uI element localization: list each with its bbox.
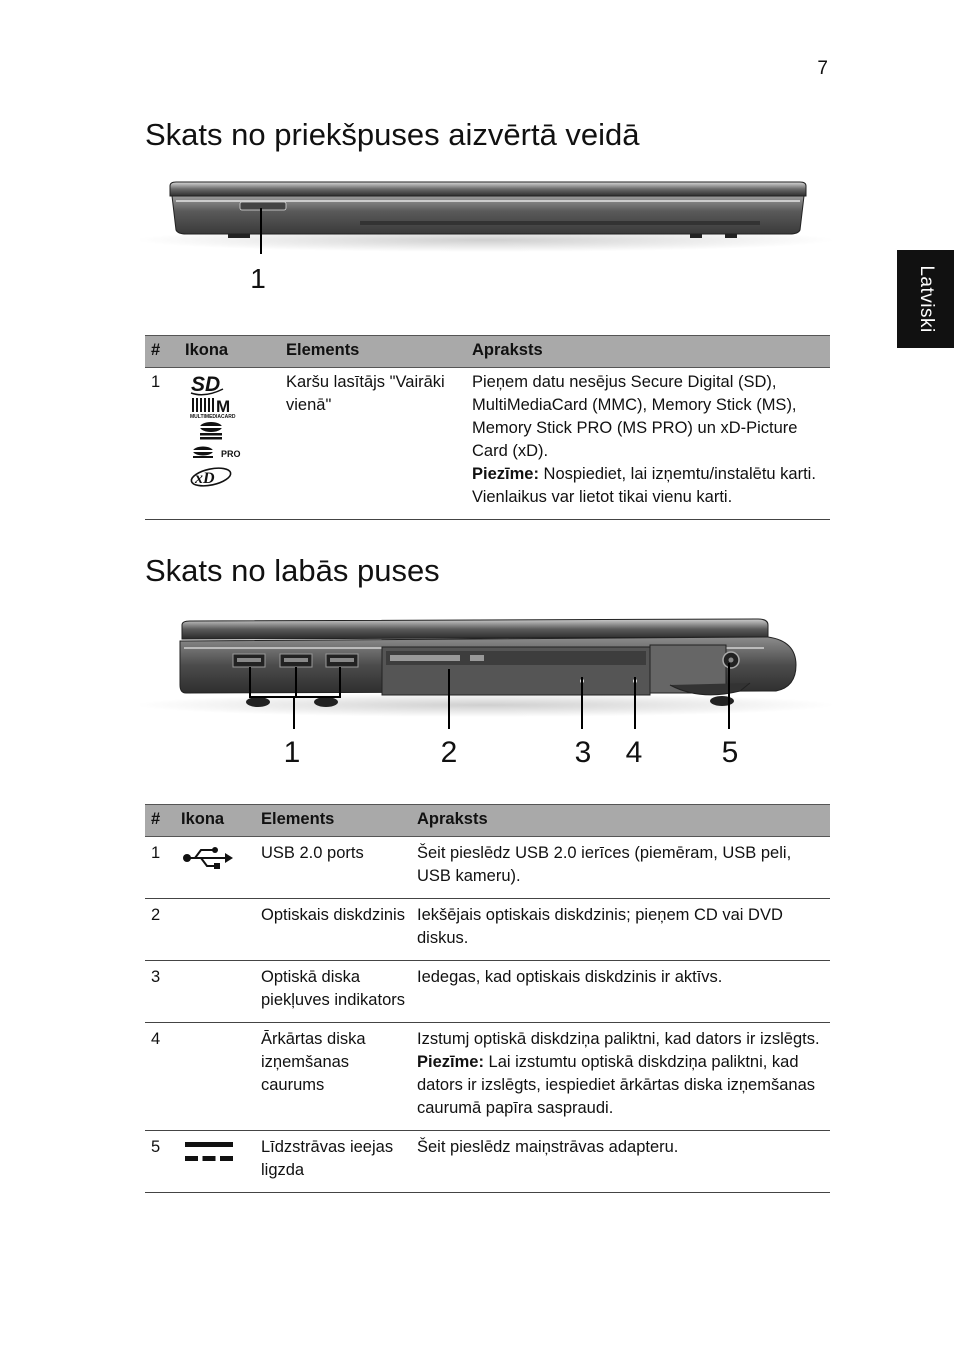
callout-1-front: 1 bbox=[250, 263, 266, 294]
row-icon bbox=[175, 837, 255, 899]
usb-icon bbox=[181, 842, 237, 872]
col-header-element: Elements bbox=[255, 805, 411, 837]
row-description: Iedegas, kad optiskais diskdzinis ir aktīvs. bbox=[411, 961, 830, 1023]
row-icon bbox=[175, 961, 255, 1023]
callout-5-right: 5 bbox=[721, 736, 739, 769]
callout-3-right: 3 bbox=[574, 736, 592, 769]
multimediacard-icon bbox=[190, 397, 236, 420]
usb-ports-image bbox=[233, 654, 358, 667]
row-number: 4 bbox=[145, 1023, 175, 1131]
row-number: 1 bbox=[145, 837, 175, 899]
row-description-text: Izstumj optiskā diskdziņa paliktni, kad dators ir izslēgts. bbox=[417, 1030, 820, 1048]
col-header-icon: Ikona bbox=[175, 805, 255, 837]
row-icon bbox=[175, 899, 255, 961]
ms-pro-logo-text: PRO bbox=[221, 449, 241, 459]
front-view-table bbox=[145, 335, 830, 520]
memory-stick-icon bbox=[199, 422, 223, 440]
row-description: Iekšējais optiskais diskdzinis; pieņem CD vai DVD diskus. bbox=[411, 899, 830, 961]
col-header-num: # bbox=[145, 336, 179, 368]
section-title-right: Skats no labās puses bbox=[145, 553, 440, 588]
table-row bbox=[145, 1131, 830, 1193]
col-header-num: # bbox=[145, 805, 175, 837]
col-header-element: Elements bbox=[280, 336, 466, 368]
row-number: 2 bbox=[145, 899, 175, 961]
svg-text:xD: xD bbox=[195, 470, 215, 487]
note-label: Piezīme: bbox=[417, 1053, 484, 1071]
callout-2-right: 2 bbox=[440, 736, 458, 769]
card-reader-icons bbox=[185, 371, 251, 489]
table-row bbox=[145, 961, 830, 1023]
xd-picture-card-icon bbox=[190, 465, 232, 489]
svg-text:SD: SD bbox=[191, 373, 221, 396]
row-icons bbox=[179, 368, 280, 520]
table-row bbox=[145, 899, 830, 961]
row-element: Optiskā diska piekļuves indikators bbox=[255, 961, 411, 1023]
mmc-logo-text: MULTIMEDIACARD bbox=[190, 414, 236, 420]
table-row bbox=[145, 837, 830, 899]
row-element: Ārkārtas diska izņemšanas caurums bbox=[255, 1023, 411, 1131]
sd-card-icon bbox=[191, 373, 223, 396]
row-description: Šeit pieslēdz maiņstrāvas adapteru. bbox=[411, 1131, 830, 1193]
callout-1-right: 1 bbox=[283, 736, 301, 769]
note-label: Piezīme: bbox=[472, 465, 539, 483]
row-element: Karšu lasītājs "Vairāki vienā" bbox=[280, 368, 466, 520]
col-header-description: Apraksts bbox=[466, 336, 830, 368]
callout-4-right: 4 bbox=[625, 736, 643, 769]
dc-power-icon bbox=[181, 1136, 237, 1170]
note-text: Nospiediet, lai izņemtu/instalētu karti. Vienlaikus var lietot tikai vienu karti. bbox=[472, 465, 816, 506]
col-header-description: Apraksts bbox=[411, 805, 830, 837]
language-tab bbox=[897, 250, 954, 348]
col-header-icon: Ikona bbox=[179, 336, 280, 368]
row-element: USB 2.0 ports bbox=[255, 837, 411, 899]
row-number: 1 bbox=[145, 368, 179, 520]
note-text: Lai izstumtu optiskā diskdziņa paliktni, kad dators ir izslēgts, iespiediet ārkārtas diska izņemšanas caurumā papīra saspraudi. bbox=[417, 1053, 816, 1117]
row-element: Līdzstrāvas ieejas ligzda bbox=[255, 1131, 411, 1193]
table-header-row bbox=[145, 805, 830, 837]
row-description bbox=[411, 1023, 830, 1131]
row-number: 5 bbox=[145, 1131, 175, 1193]
table-row bbox=[145, 1023, 830, 1131]
right-view-table bbox=[145, 804, 830, 1193]
laptop-right-view-image bbox=[140, 605, 840, 780]
table-header-row bbox=[145, 336, 830, 368]
memory-stick-pro-icon bbox=[192, 447, 241, 460]
page-number: 7 bbox=[817, 58, 828, 79]
laptop-front-view-image bbox=[140, 178, 840, 298]
row-icon bbox=[175, 1131, 255, 1193]
row-description: Šeit pieslēdz USB 2.0 ierīces (piemēram, USB peli, USB kameru). bbox=[411, 837, 830, 899]
row-description bbox=[466, 368, 830, 520]
language-tab-label: Latviski bbox=[915, 265, 937, 333]
row-icon bbox=[175, 1023, 255, 1131]
row-number: 3 bbox=[145, 961, 175, 1023]
table-row bbox=[145, 368, 830, 520]
svg-text:M: M bbox=[216, 397, 231, 416]
row-element: Optiskais diskdzinis bbox=[255, 899, 411, 961]
section-title-front: Skats no priekšpuses aizvērtā veidā bbox=[145, 117, 640, 152]
row-description-text: Pieņem datu nesējus Secure Digital (SD), MultiMediaCard (MMC), Memory Stick (MS), Memory Stick PRO (MS PRO) un xD-Picture Card (xD). bbox=[472, 373, 798, 460]
